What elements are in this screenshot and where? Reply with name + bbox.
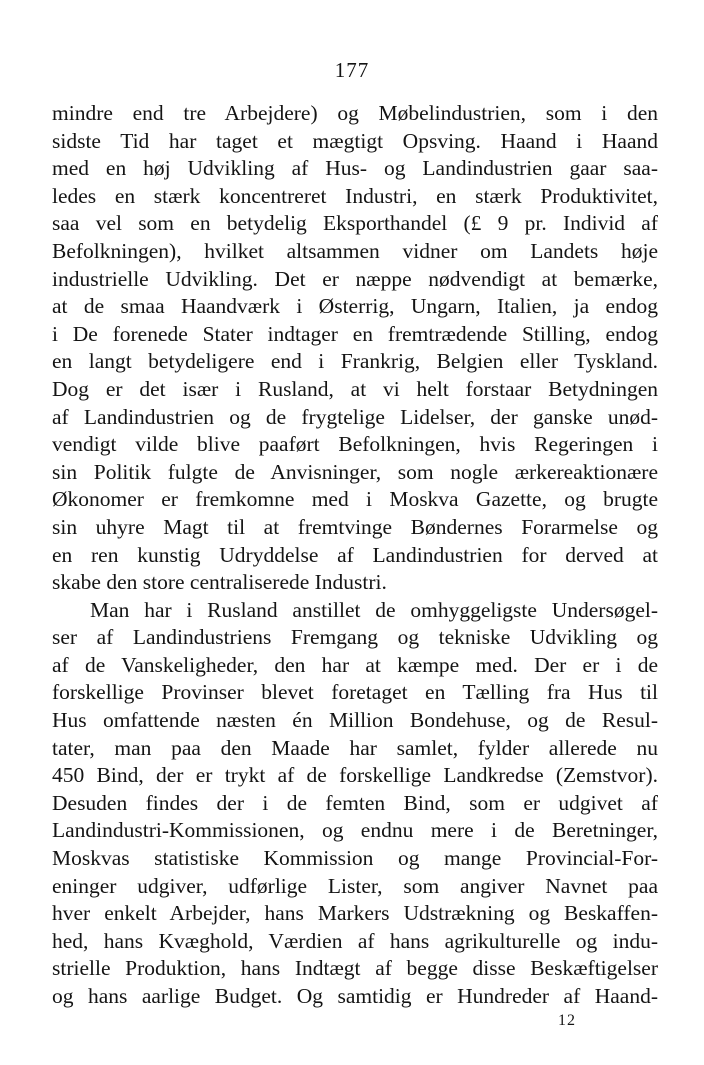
text-line: sin Politik fulgte de Anvisninger, som nogle ærkereaktionære — [52, 459, 658, 484]
text-line: en langt betydeligere end i Frankrig, Belgien eller Tyskland. — [52, 349, 658, 374]
text-line: tater, man paa den Maade har samlet, fylder allerede nu — [52, 735, 658, 760]
paragraph-1 — [52, 100, 658, 597]
text-line: 450 Bind, der er trykt af de forskellige Landkredse (Zemstvor). — [52, 763, 658, 788]
text-line: Landindustri-Kommissionen, og endnu mere i de Beretninger, — [52, 818, 658, 843]
text-line: af de Vanskeligheder, den har at kæmpe med. Der er i de — [52, 652, 658, 677]
text-line: af Landindustrien og de frygtelige Lidelser, der ganske unød- — [52, 404, 658, 429]
text-line: Befolkningen), hvilket altsammen vidner om Landets høje — [52, 238, 658, 263]
paragraph-2 — [52, 597, 658, 1011]
text-line: hed, hans Kvæghold, Værdien af hans agrikulturelle og indu- — [52, 928, 658, 953]
body-text — [52, 100, 658, 1011]
text-line: Moskvas statistiske Kommission og mange Provincial-For- — [52, 846, 658, 871]
text-line: Økonomer er fremkomne med i Moskva Gazette, og brugte — [52, 487, 658, 512]
text-line: sin uhyre Magt til at fremtvinge Bøndernes Forarmelse og — [52, 514, 658, 539]
text-line: med en høj Udvikling af Hus- og Landindustrien gaar saa- — [52, 156, 658, 181]
signature-mark: 12 — [558, 1012, 576, 1029]
text-line: Hus omfattende næsten én Million Bondehuse, og de Resul- — [52, 708, 658, 733]
text-line: Desuden findes der i de femten Bind, som er udgivet af — [52, 790, 658, 815]
text-line: sidste Tid har taget et mægtigt Opsving. Haand i Haand — [52, 128, 658, 153]
text-line: strielle Produktion, hans Indtægt af begge disse Beskæftigelser — [52, 956, 658, 981]
text-line: at de smaa Haandværk i Østerrig, Ungarn, Italien, ja endog — [52, 294, 658, 319]
text-line: ledes en stærk koncentreret Industri, en stærk Produktivitet, — [52, 183, 658, 208]
page-number: 177 — [334, 58, 370, 82]
text-line: i De forenede Stater indtager en fremtrædende Stilling, endog — [52, 321, 658, 346]
text-line: ser af Landindustriens Fremgang og tekniske Udvikling og — [52, 625, 658, 650]
text-line: og hans aarlige Budget. Og samtidig er Hundreder af Haand- — [52, 984, 658, 1008]
text-line: skabe den store centraliserede Industri. — [52, 570, 387, 595]
text-line: saa vel som en betydelig Eksporthandel (£ 9 pr. Individ af — [52, 211, 658, 236]
text-line: en ren kunstig Udryddelse af Landindustrien for derved at — [52, 542, 658, 567]
text-line: forskellige Provinser blevet foretaget en Tælling fra Hus til — [52, 680, 658, 705]
text-line: hver enkelt Arbejder, hans Markers Udstrækning og Beskaffen- — [52, 901, 658, 926]
text-line: eninger udgiver, udførlige Lister, som angiver Navnet paa — [52, 873, 658, 898]
text-line: vendigt vilde blive paaført Befolkningen, hvis Regeringen i — [52, 432, 658, 457]
text-line: industrielle Udvikling. Det er næppe nødvendigt at bemærke, — [52, 266, 658, 291]
text-line: mindre end tre Arbejdere) og Møbelindustrien, som i den — [52, 101, 658, 125]
text-line: Dog er det især i Rusland, at vi helt forstaar Betydningen — [52, 376, 658, 401]
text-line: Man har i Rusland anstillet de omhyggeligste Undersøgel- — [90, 597, 658, 622]
